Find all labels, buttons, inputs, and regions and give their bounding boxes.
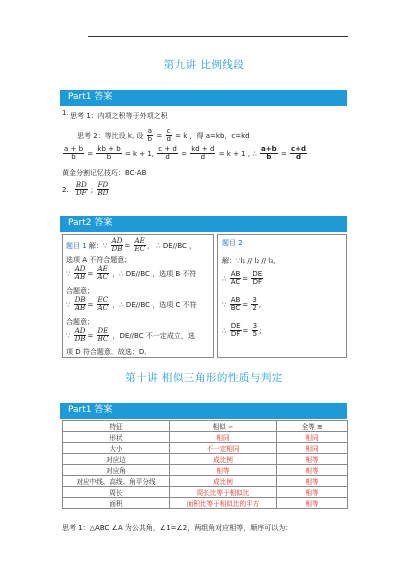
similar-cell: 面积比等于相似比的平方 bbox=[170, 498, 277, 509]
table-row bbox=[63, 498, 348, 509]
congruent-cell: 相同 bbox=[277, 443, 348, 454]
similar-cell: 成比例 bbox=[170, 476, 277, 487]
feature-cell: 面积 bbox=[63, 498, 170, 509]
q1-line3: ∵ $\frac{AD}{AB}$ = $\frac{AE}{AC}$ ，∴ DE//BC ，选项 B 不符 bbox=[66, 265, 197, 282]
similar-cell: 相同 bbox=[170, 432, 277, 443]
table-row bbox=[63, 454, 348, 465]
table-header-cell: 全等 ≌ bbox=[277, 421, 348, 432]
part2-question2-box bbox=[217, 234, 347, 358]
derivation-line: $\frac{a + b}{b}$ = $\frac{kb + b}{b}$ = k + 1, $\frac{c + d}{d}$ = $\frac{kd + d}{d}$ = k + 1 , ∴ $\frac{a+b}{b}$ = $\frac{c+d}{d}$ bbox=[64, 145, 306, 162]
q1-line7: ∵ $\frac{AD}{DB}$ = $\frac{DE}{BC}$ ，DE//BC 不一定成立，选 bbox=[66, 327, 195, 344]
q2-tag: 题目 2 bbox=[222, 239, 243, 247]
top-rule bbox=[88, 36, 348, 37]
comparison-table bbox=[62, 420, 348, 509]
part1b-header: Part1 答案 bbox=[60, 403, 347, 418]
q1-line8: 项 D 符合题意．故选：D． bbox=[66, 348, 152, 356]
part2-rule bbox=[60, 231, 347, 232]
similar-cell: 成比例 bbox=[170, 454, 277, 465]
table-header-cell: 特征 bbox=[63, 421, 170, 432]
congruent-cell: 相等 bbox=[277, 487, 348, 498]
part1-rule bbox=[60, 105, 347, 106]
table-row bbox=[63, 487, 348, 498]
similar-cell: 周长比等于相似比 bbox=[170, 487, 277, 498]
feature-cell: 对应角 bbox=[63, 465, 170, 476]
q1-line1: 题目 1 解：∵ $\frac{AD}{DB}$ = $\frac{AE}{EC}$ ， ∴ DE//BC ， bbox=[66, 237, 197, 254]
table-row bbox=[63, 476, 348, 487]
similar-cell: 不一定相同 bbox=[170, 443, 277, 454]
think1-text: 思考 1：内项之积等于外项之积 bbox=[70, 112, 168, 120]
feature-cell: 大小 bbox=[63, 443, 170, 454]
think2-line: 思考 2：等比设 k, 设 $\frac{a}{b}$ = $\frac{c}{d}$ = k ，得 a=kb，c=kd bbox=[77, 127, 250, 144]
item2-line: 2. $\frac{BD}{DF}$ ; $\frac{FD}{BD}$ bbox=[62, 181, 109, 198]
golden-ratio-tip: 黄金分割记忆技巧：BC·AB bbox=[62, 169, 147, 177]
q1-line5: ∵ $\frac{DB}{AB}$ = $\frac{EC}{AC}$ ，∴ DE//BC ，选项 C 不符 bbox=[66, 296, 197, 313]
q1-line6: 合题意； bbox=[66, 318, 94, 326]
congruent-cell: 相等 bbox=[277, 454, 348, 465]
table-row bbox=[63, 432, 348, 443]
congruent-cell: 相等 bbox=[277, 465, 348, 476]
q1-line2: 选项 A 不符合题意； bbox=[66, 256, 132, 264]
table-header-cell: 相似 ∽ bbox=[170, 421, 277, 432]
feature-cell: 对应中线、高线、角平分线 bbox=[63, 476, 170, 487]
congruent-cell: 相等 bbox=[277, 498, 348, 509]
q2-line2: ∴ $\frac{AB}{AC}$ = $\frac{DE}{DF}$ bbox=[222, 270, 263, 287]
table-row bbox=[63, 465, 348, 476]
think1-note: 思考 1：△ABC ∠A 为公共角，∠1=∠2，两组角对应相等，顺序可以为： bbox=[62, 524, 293, 532]
table-row bbox=[63, 443, 348, 454]
similar-cell: 相等 bbox=[170, 465, 277, 476]
frac-a-b: $\frac{a}{b}$ bbox=[147, 127, 153, 144]
q2-line4: ∴ $\frac{DE}{DF}$ = $\frac{3}{5}$ ; bbox=[222, 322, 262, 339]
table-header-row bbox=[63, 421, 348, 432]
part2-question1-box bbox=[62, 234, 214, 358]
feature-cell: 周长 bbox=[63, 487, 170, 498]
part1b-rule bbox=[60, 418, 347, 419]
chapter10-title: 第十讲 相似三角形的性质与判定 bbox=[125, 372, 283, 384]
feature-cell: 形状 bbox=[63, 432, 170, 443]
feature-cell: 对应边 bbox=[63, 454, 170, 465]
frac-c-d: $\frac{c}{d}$ bbox=[166, 127, 171, 144]
q1-line4: 合题意； bbox=[66, 287, 94, 295]
chapter9-title: 第九讲 比例线段 bbox=[163, 59, 245, 71]
congruent-cell: 相等 bbox=[277, 476, 348, 487]
q2-line1: 解：∵l₁ // l₂ // l₃, bbox=[222, 257, 276, 265]
item1-number: 1. bbox=[62, 109, 69, 117]
congruent-cell: 相同 bbox=[277, 432, 348, 443]
part2-header: Part2 答案 bbox=[60, 216, 347, 231]
q2-line3: ∵ $\frac{AB}{BC}$ = $\frac{3}{2}$ , bbox=[222, 296, 262, 313]
part1-header: Part1 答案 bbox=[60, 90, 347, 105]
